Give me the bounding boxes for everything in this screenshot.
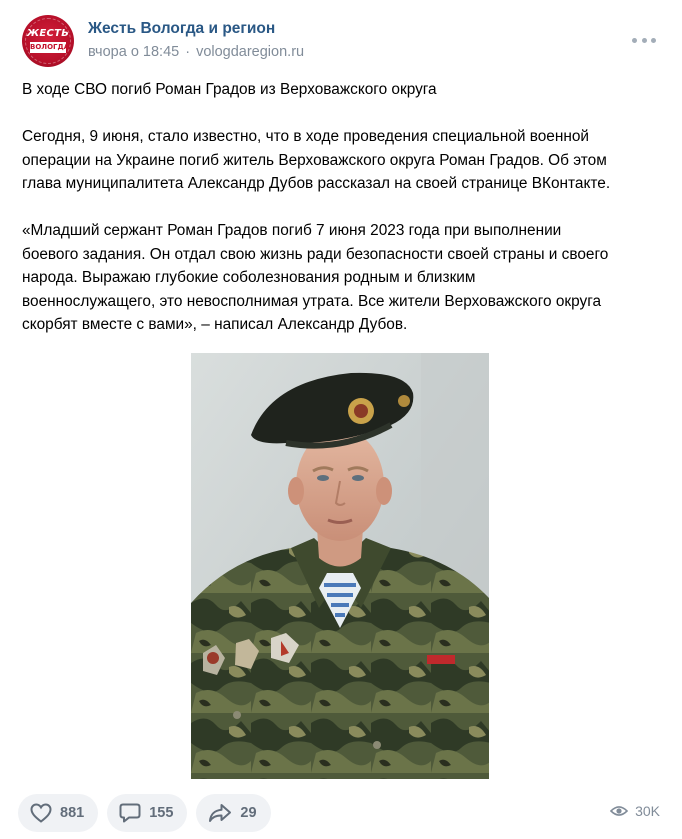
avatar-logo-top: ЖЕСТЬ: [26, 28, 70, 39]
comment-button[interactable]: [107, 794, 187, 832]
avatar-ring-decoration: [25, 18, 71, 64]
like-count: 881: [60, 805, 85, 821]
post-header: [22, 14, 662, 68]
heart-icon: [30, 803, 52, 823]
comment-count: 155: [149, 805, 174, 821]
post-source-link[interactable]: vologdaregion.ru: [196, 44, 305, 60]
post-actions: [18, 794, 271, 832]
share-button[interactable]: [196, 794, 270, 832]
group-name-link[interactable]: Жесть Вологда и регион: [88, 20, 276, 37]
post-photo[interactable]: [191, 353, 489, 779]
post-text: [22, 78, 662, 360]
views-counter: [610, 803, 660, 819]
views-count: 30K: [635, 803, 660, 819]
comment-icon: [119, 803, 141, 823]
eye-icon: [610, 805, 628, 817]
share-icon: [208, 803, 232, 823]
soldier-portrait-illustration: [191, 353, 489, 779]
avatar-logo-bottom: ВОЛОГДА: [30, 43, 70, 51]
post-meta: [88, 44, 304, 60]
post-paragraph: Сегодня, 9 июня, стало известно, что в ходе проведения специальной военной операции на Украине погиб житель Верховажского округа Роман Градов. Об этом глава муниципалитета Александр Дубов рассказал на своей странице ВКонтакте.: [22, 128, 611, 192]
meta-separator: ·: [185, 44, 191, 60]
like-button[interactable]: [18, 794, 98, 832]
more-dots-icon[interactable]: [632, 36, 656, 44]
post-quote: «Младший сержант Роман Градов погиб 7 июня 2023 года при выполнении боевого задания. Он отдал свою жизнь ради безопасности своей страны и своего народа. Выражаю глубокие соболезнования родным и близким военнослужащего, это невосполнимая утрата. Все жители Верховажского округа скорбят вместе с вами», – написал Александр Дубов.: [22, 222, 609, 333]
post-time[interactable]: вчора о 18:45: [88, 44, 180, 60]
group-avatar[interactable]: [22, 15, 74, 67]
share-count: 29: [240, 805, 257, 821]
post-title: В ходе СВО погиб Роман Градов из Верховажского округа: [22, 81, 437, 98]
